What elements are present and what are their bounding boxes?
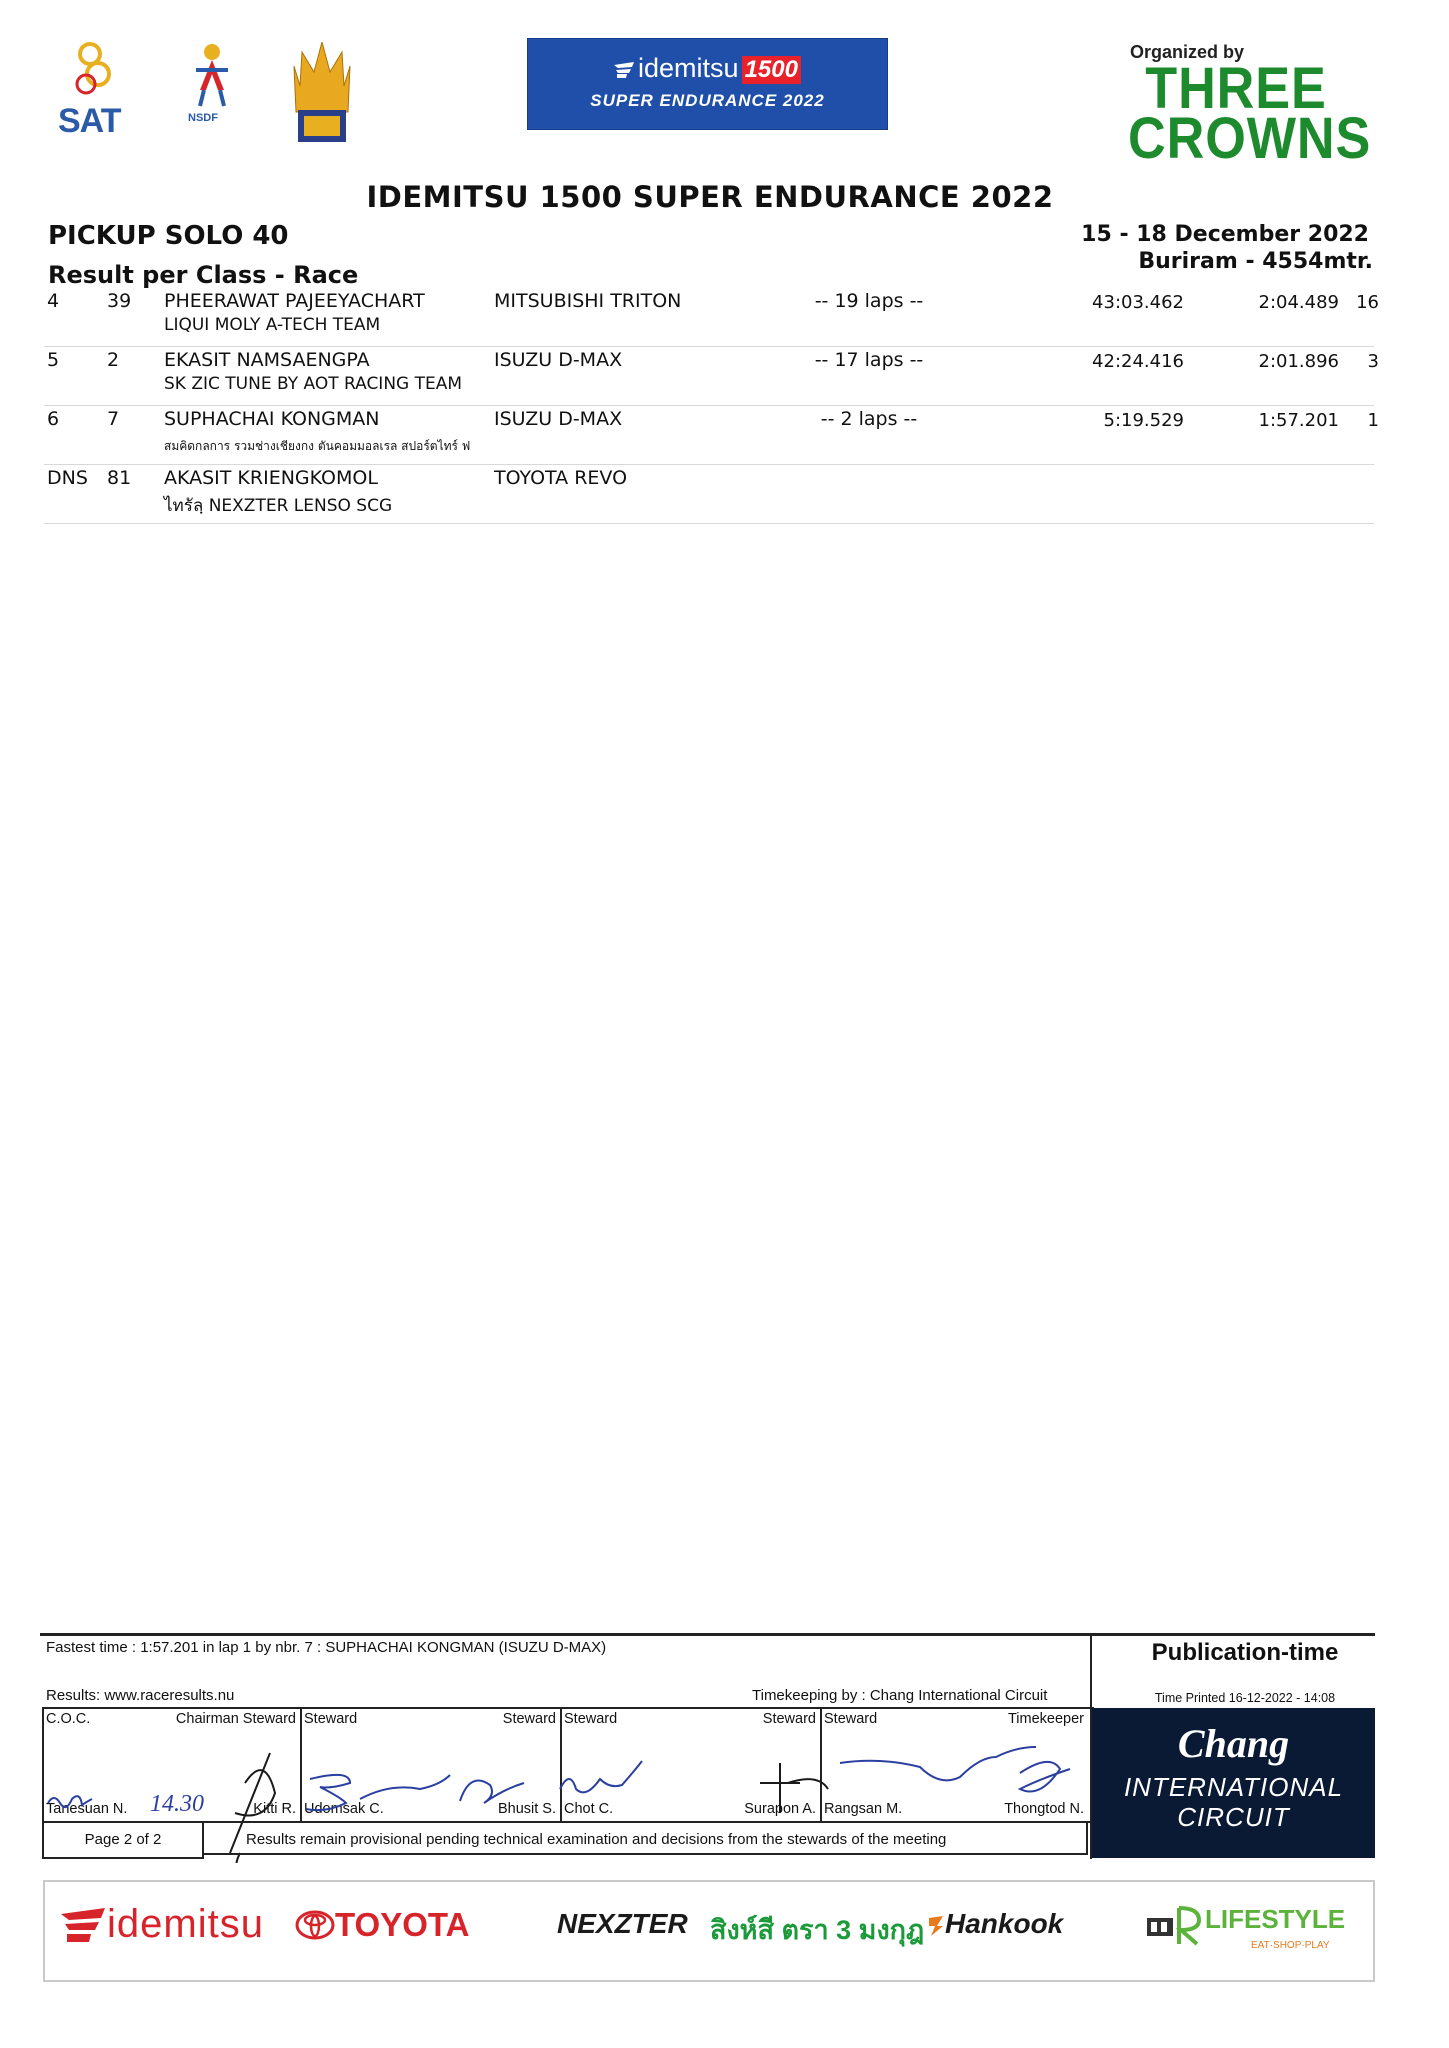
- sponsor-three-crowns-thai: สิงห์สี ตรา 3 มงกุฎ: [710, 1915, 925, 1945]
- sig-name: Rangsan M.: [824, 1801, 903, 1817]
- event-dates: 15 - 18 December 2022: [1081, 222, 1369, 247]
- sig-role: Steward: [304, 1711, 358, 1727]
- driver-name: SUPHACHAI KONGMAN: [164, 408, 380, 430]
- car-number: 7: [107, 408, 120, 430]
- sponsor-toyota: TOYOTA: [335, 1906, 470, 1943]
- sponsor-idemitsu: idemitsu: [107, 1902, 264, 1946]
- results-footer: [40, 1633, 1375, 1863]
- banner-brand: idemitsu: [638, 53, 739, 83]
- idemitsu-flag-icon: [614, 62, 634, 78]
- best-lap: 1: [1367, 410, 1379, 431]
- chang-line1: INTERNATIONAL: [1123, 1772, 1344, 1802]
- nsdf-emblem-icon: [182, 40, 242, 110]
- driver-name: EKASIT NAMSAENGPA: [164, 349, 370, 371]
- car-model: ISUZU D-MAX: [494, 349, 623, 371]
- sig-role: Steward: [762, 1711, 816, 1727]
- fastest-time: Fastest time : 1:57.201 in lap 1 by nbr. 7 : SUPHACHAI KONGMAN (ISUZU D-MAX): [46, 1639, 607, 1656]
- banner-number: 1500: [742, 56, 801, 84]
- chang-line2: CIRCUIT: [1177, 1802, 1290, 1832]
- total-time: 5:19.529: [1103, 410, 1184, 431]
- banner-subtitle: SUPER ENDURANCE 2022: [590, 91, 825, 110]
- car-number: 39: [107, 290, 132, 312]
- laps: -- 17 laps --: [814, 349, 924, 371]
- car-model: MITSUBISHI TRITON: [494, 290, 682, 312]
- sig-cell-steward-3: [822, 1709, 1088, 1821]
- three-crowns-logo: [1128, 56, 1372, 171]
- small-brand-icon: [1145, 1910, 1175, 1944]
- sig-name: Tanesuan N.: [46, 1801, 128, 1817]
- time-printed: Time Printed 16-12-2022 - 14:08: [1154, 1691, 1336, 1705]
- toyota-emblem-icon: [295, 1910, 335, 1940]
- sig-cell-steward-2: [562, 1709, 822, 1821]
- sig-role: Steward: [502, 1711, 556, 1727]
- sig-name: Chot C.: [564, 1801, 614, 1817]
- sponsor-hankook: Hankook: [945, 1908, 1064, 1939]
- result-row: [44, 288, 1379, 347]
- sponsor-strip: [43, 1880, 1375, 1982]
- car-model: TOYOTA REVO: [494, 467, 628, 489]
- event-banner: [527, 38, 888, 130]
- lifestyle-r-icon: [1175, 1904, 1203, 1948]
- position: 6: [47, 408, 60, 430]
- driver-name: PHEERAWAT PAJEEYACHART: [164, 290, 425, 312]
- crest-icon: [292, 42, 352, 144]
- royal-crest-logo: [292, 42, 352, 144]
- team-name: สมคิดกลการ รวมช่างเชียงกง ตันคอมมอลเรล สปอร์ตไทร์ ฟ: [164, 439, 471, 453]
- idemitsu-flag-icon: [61, 1908, 105, 1948]
- laps: -- 2 laps --: [820, 408, 918, 430]
- position: 5: [47, 349, 60, 371]
- sig-name: Kitti R.: [253, 1801, 296, 1817]
- total-time: 42:24.416: [1092, 351, 1184, 372]
- hankook-mark-icon: [927, 1914, 945, 1938]
- team-name: SK ZIC TUNE BY AOT RACING TEAM: [164, 374, 463, 394]
- team-name: ไทรัลฺ NEXZTER LENSO SCG: [164, 496, 393, 516]
- sig-role: Steward: [564, 1711, 618, 1727]
- position: 4: [47, 290, 60, 312]
- sig-name: Thongtod N.: [1004, 1801, 1084, 1817]
- sig-role: Timekeeper: [1007, 1711, 1084, 1727]
- sponsor-nexzter: NEXZTER: [557, 1908, 688, 1939]
- sig-name: Surapon A.: [744, 1801, 816, 1817]
- sponsor-lifestyle: LIFESTYLE: [1205, 1904, 1346, 1934]
- result-row: [44, 465, 1374, 524]
- sat-logo-text: SAT: [58, 102, 121, 140]
- sig-role: C.O.C.: [46, 1711, 91, 1727]
- best-lap: 16: [1356, 292, 1379, 313]
- best-time: 2:01.896: [1258, 351, 1339, 372]
- sig-role: Steward: [824, 1711, 878, 1727]
- result-row: [44, 347, 1379, 406]
- sat-rings-icon: [74, 40, 114, 98]
- handwritten-time: 14.30: [150, 1791, 204, 1817]
- sig-cell-steward-1: [302, 1709, 562, 1821]
- driver-name: AKASIT KRIENGKOMOL: [164, 467, 378, 489]
- total-time: 43:03.462: [1092, 292, 1184, 313]
- page-number: Page 2 of 2: [42, 1821, 204, 1859]
- position: DNS: [47, 467, 88, 489]
- three-crowns-line1: THREE: [1145, 56, 1327, 121]
- nsdf-logo: [182, 40, 242, 138]
- nsdf-logo-text: NSDF: [188, 112, 218, 124]
- car-number: 81: [107, 467, 132, 489]
- sig-role: Chairman Steward: [175, 1711, 296, 1727]
- team-name: LIQUI MOLY A-TECH TEAM: [164, 315, 381, 335]
- car-number: 2: [107, 349, 120, 371]
- provisional-note: Results remain provisional pending technical examination and decisions from the stewards of the meeting: [202, 1821, 1088, 1855]
- timekeeping-info: Timekeeping by : Chang International Circuit: [752, 1687, 1048, 1704]
- best-time: 2:04.489: [1258, 292, 1339, 313]
- event-venue: Buriram - 4554mtr.: [1138, 249, 1373, 274]
- publication-title: Publication-time: [1151, 1639, 1339, 1666]
- footer-divider: [40, 1633, 1375, 1636]
- sig-name: Bhusit S.: [497, 1801, 556, 1817]
- laps: -- 19 laps --: [814, 290, 924, 312]
- sig-name: Udomsak C.: [304, 1801, 384, 1817]
- class-title: PICKUP SOLO 40: [48, 221, 289, 251]
- organized-by-label: Organized by: [1130, 42, 1245, 62]
- results-url: Results: www.raceresults.nu: [46, 1687, 235, 1704]
- best-time: 1:57.201: [1258, 410, 1339, 431]
- three-crowns-line2: CROWNS: [1128, 106, 1372, 171]
- chang-brand: Chang: [1177, 1721, 1290, 1766]
- best-lap: 3: [1367, 351, 1379, 372]
- sat-logo: [52, 40, 137, 140]
- result-row: [44, 406, 1379, 465]
- car-model: ISUZU D-MAX: [494, 408, 623, 430]
- sponsor-lifestyle-tagline: EAT·SHOP·PLAY: [1251, 1940, 1330, 1951]
- section-title: Result per Class - Race: [48, 261, 359, 289]
- chang-circuit-logo: [1092, 1708, 1375, 1858]
- page-title: IDEMITSU 1500 SUPER ENDURANCE 2022: [366, 180, 1054, 214]
